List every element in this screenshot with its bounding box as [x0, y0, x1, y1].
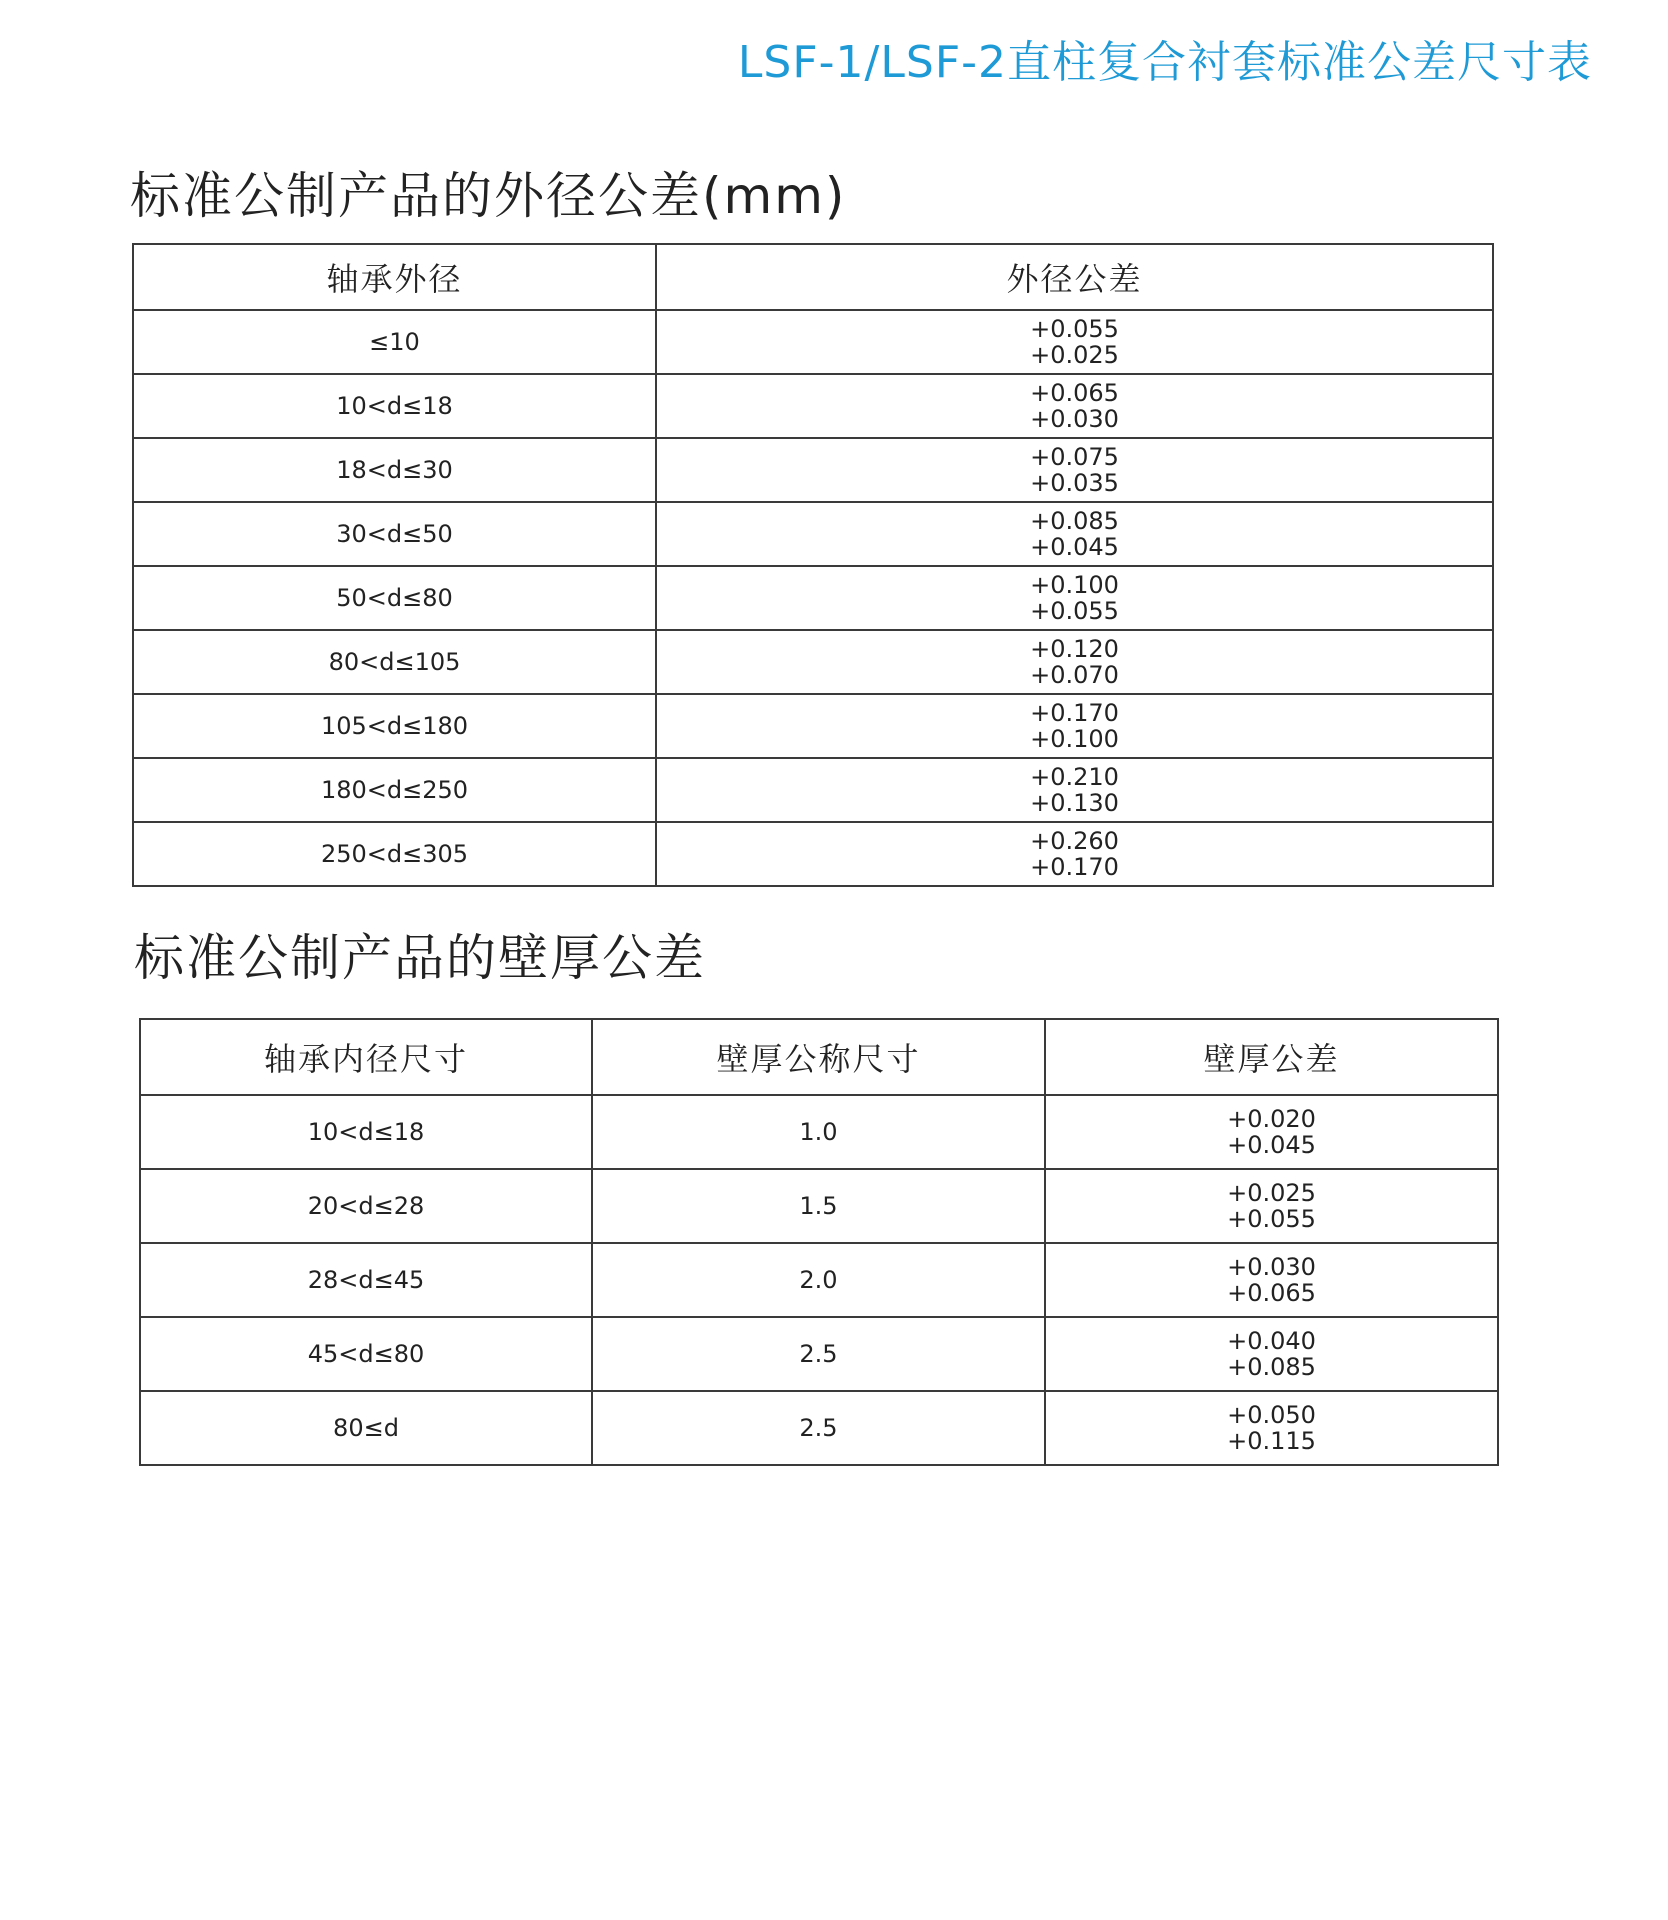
nominal-cell: 2.0: [592, 1243, 1045, 1317]
tolerance-lower: +0.035: [1030, 468, 1119, 497]
column-header-bearing-id: 轴承内径尺寸: [140, 1019, 592, 1095]
range-cell: 250<d≤305: [133, 822, 656, 886]
range-cell: 18<d≤30: [133, 438, 656, 502]
range-cell: 50<d≤80: [133, 566, 656, 630]
table-header-row: [133, 244, 1493, 310]
tolerance-upper: +0.170: [1030, 698, 1119, 727]
table-row: [133, 374, 1493, 438]
range-cell: 30<d≤50: [133, 502, 656, 566]
tolerance-pair: [1030, 700, 1119, 752]
tolerance-upper: +0.120: [1030, 634, 1119, 663]
column-header-od-tolerance: 外径公差: [656, 244, 1493, 310]
tolerance-pair: [1227, 1328, 1316, 1380]
outer-diameter-table: [132, 243, 1494, 887]
tolerance-lower: +0.085: [1227, 1352, 1316, 1381]
tolerance-pair: [1227, 1254, 1316, 1306]
outer-diameter-heading: 标准公制产品的外径公差(mm): [130, 167, 847, 225]
table-row: [140, 1391, 1498, 1465]
range-cell: 80<d≤105: [133, 630, 656, 694]
tolerance-upper: +0.100: [1030, 570, 1119, 599]
tolerance-cell: [656, 694, 1493, 758]
tolerance-lower: +0.065: [1227, 1278, 1316, 1307]
tolerance-lower: +0.055: [1030, 596, 1119, 625]
document-title: LSF-1/LSF-2直柱复合衬套标准公差尺寸表: [737, 37, 1592, 88]
tolerance-upper: +0.065: [1030, 378, 1119, 407]
tolerance-cell: [656, 566, 1493, 630]
table-header-row: [140, 1019, 1498, 1095]
table-row: [140, 1095, 1498, 1169]
tolerance-lower: +0.030: [1030, 404, 1119, 433]
tolerance-pair: [1030, 572, 1119, 624]
tolerance-cell: [656, 310, 1493, 374]
tolerance-upper: +0.075: [1030, 442, 1119, 471]
tolerance-cell: [1045, 1391, 1498, 1465]
tolerance-cell: [656, 822, 1493, 886]
tolerance-pair: [1030, 444, 1119, 496]
column-header-wall-tolerance: 壁厚公差: [1045, 1019, 1498, 1095]
tolerance-lower: +0.170: [1030, 852, 1119, 881]
table-row: [133, 438, 1493, 502]
tolerance-pair: [1030, 508, 1119, 560]
table-row: [133, 758, 1493, 822]
wall-thickness-table: [139, 1018, 1499, 1466]
tolerance-pair: [1227, 1106, 1316, 1158]
table-row: [133, 694, 1493, 758]
tolerance-pair: [1030, 316, 1119, 368]
tolerance-lower: +0.025: [1030, 340, 1119, 369]
tolerance-pair: [1227, 1180, 1316, 1232]
tolerance-upper: +0.260: [1030, 826, 1119, 855]
wall-thickness-table-body: [140, 1095, 1498, 1465]
tolerance-lower: +0.100: [1030, 724, 1119, 753]
tolerance-cell: [1045, 1243, 1498, 1317]
tolerance-upper: +0.055: [1030, 314, 1119, 343]
tolerance-lower: +0.115: [1227, 1426, 1316, 1455]
tolerance-cell: [1045, 1169, 1498, 1243]
tolerance-lower: +0.070: [1030, 660, 1119, 689]
nominal-cell: 1.0: [592, 1095, 1045, 1169]
tolerance-upper: +0.210: [1030, 762, 1119, 791]
nominal-cell: 2.5: [592, 1391, 1045, 1465]
table-row: [133, 566, 1493, 630]
range-cell: 45<d≤80: [140, 1317, 592, 1391]
tolerance-cell: [1045, 1095, 1498, 1169]
table-row: [133, 502, 1493, 566]
tolerance-upper: +0.020: [1227, 1104, 1316, 1133]
tolerance-pair: [1030, 380, 1119, 432]
range-cell: 28<d≤45: [140, 1243, 592, 1317]
column-header-wall-nominal: 壁厚公称尺寸: [592, 1019, 1045, 1095]
tolerance-pair: [1030, 636, 1119, 688]
range-cell: 10<d≤18: [133, 374, 656, 438]
tolerance-lower: +0.055: [1227, 1204, 1316, 1233]
range-cell: 105<d≤180: [133, 694, 656, 758]
nominal-cell: 1.5: [592, 1169, 1045, 1243]
table-row: [133, 630, 1493, 694]
tolerance-cell: [656, 502, 1493, 566]
range-cell: 80≤d: [140, 1391, 592, 1465]
tolerance-upper: +0.050: [1227, 1400, 1316, 1429]
outer-diameter-table-body: [133, 310, 1493, 886]
tolerance-cell: [656, 374, 1493, 438]
tolerance-pair: [1227, 1402, 1316, 1454]
range-cell: 180<d≤250: [133, 758, 656, 822]
table-row: [133, 822, 1493, 886]
tolerance-pair: [1030, 828, 1119, 880]
tolerance-lower: +0.045: [1227, 1130, 1316, 1159]
range-cell: ≤10: [133, 310, 656, 374]
range-cell: 20<d≤28: [140, 1169, 592, 1243]
range-cell: 10<d≤18: [140, 1095, 592, 1169]
tolerance-cell: [1045, 1317, 1498, 1391]
wall-thickness-heading: 标准公制产品的壁厚公差: [134, 929, 706, 987]
tolerance-upper: +0.040: [1227, 1326, 1316, 1355]
tolerance-cell: [656, 758, 1493, 822]
tolerance-upper: +0.030: [1227, 1252, 1316, 1281]
tolerance-upper: +0.025: [1227, 1178, 1316, 1207]
tolerance-cell: [656, 630, 1493, 694]
tolerance-lower: +0.045: [1030, 532, 1119, 561]
table-row: [133, 310, 1493, 374]
table-row: [140, 1243, 1498, 1317]
table-row: [140, 1317, 1498, 1391]
nominal-cell: 2.5: [592, 1317, 1045, 1391]
tolerance-pair: [1030, 764, 1119, 816]
table-row: [140, 1169, 1498, 1243]
tolerance-lower: +0.130: [1030, 788, 1119, 817]
tolerance-upper: +0.085: [1030, 506, 1119, 535]
tolerance-cell: [656, 438, 1493, 502]
column-header-bearing-od: 轴承外径: [133, 244, 656, 310]
